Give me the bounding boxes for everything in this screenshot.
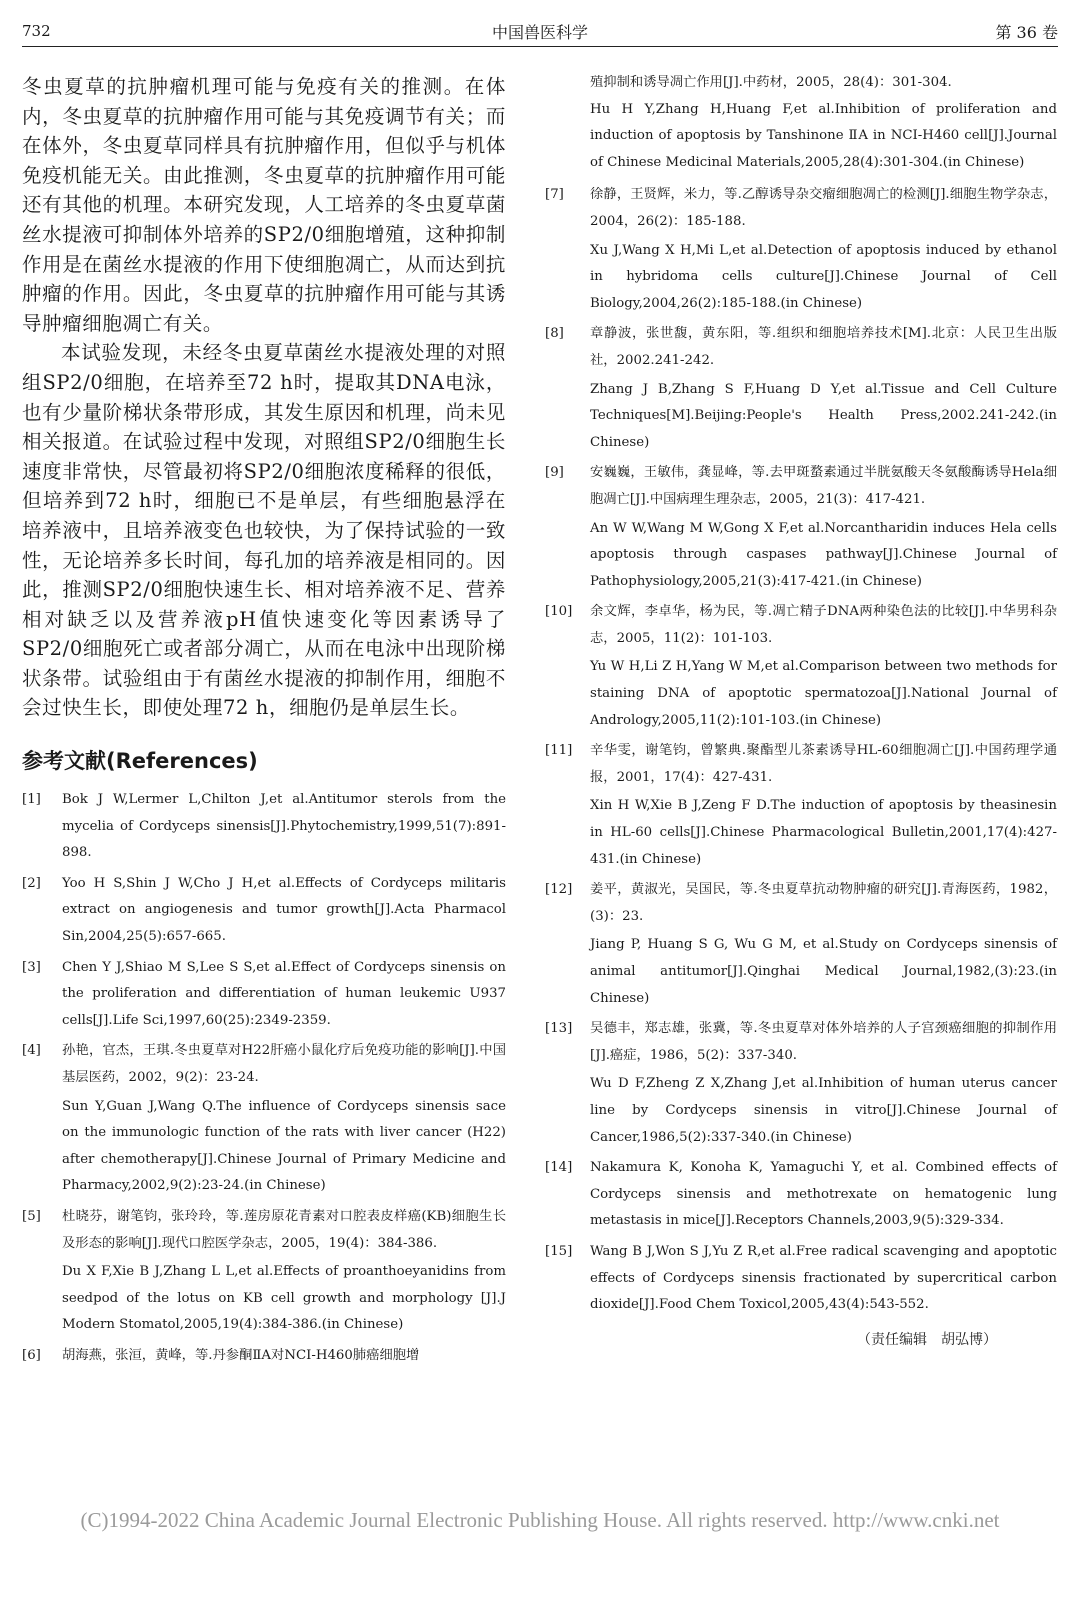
reference-number: [6]: [22, 1347, 41, 1363]
reference-number: [1]: [22, 792, 41, 808]
reference-line: 章静波，张世馥，黄东阳，等.组织和细胞培养技术[M].北京：人民卫生出版社，2002.241-242.: [590, 326, 1057, 368]
reference-item: [545, 321, 1057, 456]
reference-text: [590, 182, 1057, 317]
body-paragraph: 冬虫夏草的抗肿瘤机理可能与免疫有关的推测。在体内，冬虫夏草的抗肿瘤作用可能与其免疫调节有关；而在体外，冬虫夏草同样具有抗肿瘤作用，但似乎与机体免疫机能无关。由此推测，冬虫夏草的抗肿瘤作用可能还有其他的机理。本研究发现，人工培养的冬虫夏草菌丝水提液可抑制体外培养的SP2/0细胞增殖，这种抑制作用是在菌丝水提液的作用下使细胞凋亡，从而达到抗肿瘤的作用。因此，冬虫夏草的抗肿瘤作用可能与其诱导肿瘤细胞凋亡有关。: [22, 75, 506, 335]
reference-item: [545, 877, 1057, 1012]
reference-6-continuation: [545, 70, 1057, 176]
reference-line: 杜晓芬，谢笔钧，张玲玲，等.莲房原花青素对口腔表皮样癌(KB)细胞生长及形态的影响[J].现代口腔医学杂志，2005，19(4)：384-386.: [62, 1208, 506, 1251]
reference-line: 孙艳，官杰，王琪.冬虫夏草对H22肝癌小鼠化疗后免疫功能的影响[J].中国基层医药，2002，9(2)：23-24.: [62, 1043, 506, 1085]
reference-line: Yu W H,Li Z H,Yang W M,et al.Comparison between two methods for staining DNA of apoptotic spermatozoa[J].National Journal of Andrology,2005,11(2):101-103.(in Chinese): [590, 659, 1057, 728]
reference-item: [545, 599, 1057, 734]
references-list-right: [545, 182, 1057, 1318]
reference-number: [12]: [545, 882, 573, 898]
reference-line: Yoo H S,Shin J W,Cho J H,et al.Effects of Cordyceps militaris extract on angiogenesis and tumor growth[J].Acta Pharmacol Sin,2004,25(5):657-665.: [62, 875, 506, 945]
reference-text: [62, 955, 506, 1035]
reference-line: Wang B J,Won S J,Yu Z R,et al.Free radical scavenging and apoptotic effects of Cordyceps sinensis fractionated by supercritical carbon dioxide[J].Food Chem Toxicol,2005,43(4):543-552.: [590, 1243, 1057, 1313]
left-column: [22, 72, 506, 1374]
reference-text: [62, 1204, 506, 1339]
reference-item: [545, 1155, 1057, 1235]
reference-line: Chen Y J,Shiao M S,Lee S S,et al.Effect of Cordyceps sinensis on the proliferation and differentiation of human leukemic U937 cells[J].Life Sci,1997,60(25):2349-2359.: [62, 959, 506, 1028]
page-header: [22, 18, 1058, 48]
reference-line: Bok J W,Lermer L,Chilton J,et al.Antitumor sterols from the mycelia of Cordyceps sinensis[J].Phytochemistry,1999,51(7):891-898.: [62, 792, 506, 861]
reference-line: 胡海燕，张洹，黄峰，等.丹参酮ⅡA对NCI-H460肺癌细胞增: [62, 1347, 420, 1363]
reference-text: [62, 1343, 506, 1370]
reference-item: [22, 871, 506, 951]
reference-line: Hu H Y,Zhang H,Huang F,et al.Inhibition of proliferation and induction of apoptosis by Tanshinone ⅡA in NCI-H460 cell[J].Journal of Chinese Medicinal Materials,2005,28(4):301-304.(in Chinese): [590, 101, 1057, 170]
reference-line: Zhang J B,Zhang S F,Huang D Y,et al.Tissue and Cell Culture Techniques[M].Beijing:People's Health Press,2002.241-242.(in Chinese): [590, 381, 1057, 450]
reference-line: Sun Y,Guan J,Wang Q.The influence of Cordyceps sinensis sace on the immunologic function of the rats with liver cancer (H22) after chemotherapy[J].Chinese Journal of Primary Medicine and Pharmacy,2002,9(2):23-24.(in Chinese): [62, 1098, 506, 1194]
copyright-footer: (C)1994-2022 China Academic Journal Electronic Publishing House. All rights reserved. http://www.cnki.net: [80, 1508, 1000, 1532]
reference-text: [590, 599, 1057, 734]
reference-line: 殖抑制和诱导凋亡作用[J].中药材，2005，28(4)：301-304.: [590, 75, 952, 90]
reference-text: [590, 738, 1057, 873]
reference-text: [590, 1239, 1057, 1319]
reference-number: [11]: [545, 743, 573, 759]
reference-number: [2]: [22, 875, 41, 891]
reference-text: [62, 787, 506, 867]
reference-item: [22, 1204, 506, 1339]
reference-text: [590, 877, 1057, 1012]
reference-line: Xin H W,Xie B J,Zeng F D.The induction of apoptosis by theasinesin in HL-60 cells[J].Chinese Pharmacological Bulletin,2001,17(4):427-431.(in Chinese): [590, 798, 1057, 867]
reference-line: 安巍巍，王敏伟，龚显峰，等.去甲斑蝥素通过半胱氨酸天冬氨酸酶诱导Hela细胞凋亡[J].中国病理生理杂志，2005，21(3)：417-421.: [590, 465, 1057, 507]
body-paragraph: 本试验发现，未经冬虫夏草菌丝水提液处理的对照组SP2/0细胞，在培养至72 h时，提取其DNA电泳，也有少量阶梯状条带形成，其发生原因和机理，尚未见相关报道。在试验过程中发现，对照组SP2/0细胞生长速度非常快，尽管最初将SP2/0细胞浓度稀释的很低，但培养到72 h时，细胞已不是单层，有些细胞悬浮在培养液中，且培养液变色也较快，为了保持试验的一致性，无论培养多长时间，每孔加的培养液是相同的。因此，推测SP2/0细胞快速生长、相对培养液不足、营养相对缺乏以及营养液pH值快速变化等因素诱导了SP2/0细胞死亡或者部分凋亡，从而在电泳中出现阶梯状条带。试验组由于有菌丝水提液的抑制作用，细胞不会过快生长，即使处理72 h，细胞仍是单层生长。: [22, 341, 506, 720]
reference-text: [590, 1155, 1057, 1235]
reference-text: [62, 1038, 506, 1200]
reference-text: [62, 871, 506, 951]
reference-line: Du X F,Xie B J,Zhang L L,et al.Effects of proanthoeyanidins from seedpod of the lotus on KB cell growth and morphology [J].J Modern Stomatol,2005,19(4):384-386.(in Chinese): [62, 1264, 506, 1333]
reference-item: [22, 1038, 506, 1200]
reference-line: An W W,Wang M W,Gong X F,et al.Norcantharidin induces Hela cells apoptosis through caspases pathway[J].Chinese Journal of Pathophysiology,2005,21(3):417-421.(in Chinese): [590, 520, 1057, 589]
journal-name: 中国兽医科学: [491, 23, 588, 42]
reference-number: [15]: [545, 1243, 573, 1259]
reference-item: [22, 955, 506, 1035]
reference-item: [22, 1343, 506, 1370]
reference-number: [7]: [545, 187, 564, 203]
reference-number: [14]: [545, 1160, 573, 1176]
right-column: [545, 70, 1057, 1349]
reference-number: [4]: [22, 1043, 41, 1059]
reference-item: [545, 1016, 1057, 1151]
reference-line: 辛华雯，谢笔钧，曾繁典.聚酯型儿茶素诱导HL-60细胞凋亡[J].中国药理学通报，2001，17(4)：427-431.: [590, 743, 1057, 785]
reference-line: 徐静，王贤辉，米力，等.乙醇诱导杂交瘤细胞凋亡的检测[J].细胞生物学杂志，2004，26(2)：185-188.: [590, 187, 1057, 229]
reference-item: [545, 460, 1057, 595]
references-list-left: [22, 787, 506, 1369]
reference-number: [9]: [545, 465, 564, 481]
reference-line: Jiang P, Huang S G, Wu G M, et al.Study on Cordyceps sinensis of animal antitumor[J].Qinghai Medical Journal,1982,(3):23.(in Chinese): [590, 937, 1057, 1006]
reference-line: 姜平，黄淑光，吴国民，等.冬虫夏草抗动物肿瘤的研究[J].青海医药，1982，(3)：23.: [590, 882, 1057, 924]
responsible-editor: （责任编辑 胡弘博）: [857, 1331, 997, 1348]
reference-line: Wu D F,Zheng Z X,Zhang J,et al.Inhibition of human uterus cancer line by Cordyceps sinensis in vitro[J].Chinese Journal of Cancer,1986,5(2):337-340.(in Chinese): [590, 1076, 1057, 1145]
reference-number: [13]: [545, 1021, 573, 1037]
reference-line: Xu J,Wang X H,Mi L,et al.Detection of apoptosis induced by ethanol in hybridoma cells culture[J].Chinese Journal of Cell Biology,2004,26(2):185-188.(in Chinese): [590, 242, 1057, 311]
reference-line: Nakamura K, Konoha K, Yamaguchi Y, et al. Combined effects of Cordyceps sinensis and methotrexate on hematogenic lung metastasis in mice[J].Receptors Channels,2003,9(5):329-334.: [590, 1160, 1057, 1229]
header-rule: [22, 46, 1058, 47]
page-number: 732: [22, 22, 51, 40]
reference-number: [5]: [22, 1208, 41, 1224]
reference-text: [590, 1016, 1057, 1151]
reference-line: 吴德丰，郑志雄，张冀，等.冬虫夏草对体外培养的人子宫颈癌细胞的抑制作用[J].癌症，1986，5(2)：337-340.: [590, 1021, 1057, 1063]
reference-item: [545, 738, 1057, 873]
reference-number: [10]: [545, 604, 573, 620]
reference-number: [3]: [22, 959, 41, 975]
reference-number: [8]: [545, 326, 564, 342]
reference-text: [590, 321, 1057, 456]
reference-line: 余文辉，李卓华，杨为民，等.凋亡精子DNA两种染色法的比较[J].中华男科杂志，2005，11(2)：101-103.: [590, 604, 1057, 646]
references-heading: 参考文献(References): [22, 749, 258, 774]
reference-item: [545, 1239, 1057, 1319]
reference-item: [545, 182, 1057, 317]
reference-item: [22, 787, 506, 867]
reference-text: [590, 460, 1057, 595]
volume-label: 第 36 卷: [995, 23, 1058, 42]
